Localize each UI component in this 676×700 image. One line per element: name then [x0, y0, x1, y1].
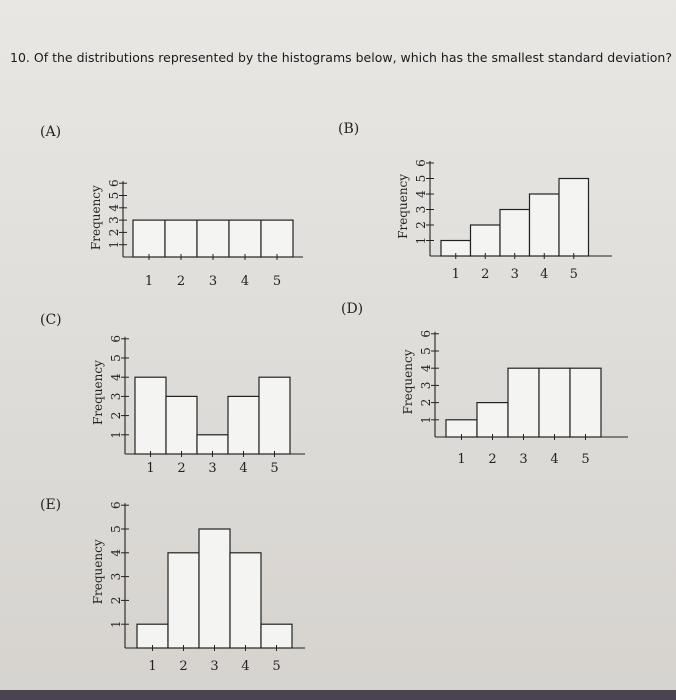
- x-tick-label-a: 3: [208, 274, 218, 289]
- bar-d-2: [477, 403, 508, 437]
- y-axis-label-e: Frequency: [91, 539, 105, 605]
- panel-label-d: (D): [341, 301, 364, 317]
- y-axis-label-a: Frequency: [89, 185, 103, 251]
- x-tick-label-b: 2: [481, 267, 490, 282]
- y-tick-label-b: 4: [414, 190, 428, 198]
- bar-e-2: [168, 553, 199, 648]
- x-tick-label-d: 2: [488, 452, 497, 467]
- x-tick-label-a: 1: [144, 274, 154, 289]
- bar-d-4: [539, 368, 570, 437]
- y-tick-label-d: 3: [419, 381, 433, 390]
- bar-d-5: [570, 368, 601, 437]
- histogram-e: [75, 500, 305, 675]
- x-tick-label-d: 1: [457, 452, 466, 467]
- y-tick-label-a: 1: [107, 240, 121, 249]
- y-tick-label-c: 5: [109, 354, 123, 362]
- bar-c-1: [135, 377, 166, 454]
- y-tick-label-e: 5: [109, 525, 123, 533]
- y-tick-label-d: 2: [419, 398, 433, 407]
- y-tick-label-c: 3: [109, 392, 123, 401]
- bar-e-4: [230, 553, 261, 648]
- y-tick-label-b: 3: [414, 205, 428, 214]
- y-tick-label-a: 2: [107, 228, 121, 237]
- question-number: 10.: [10, 50, 30, 65]
- y-tick-label-e: 6: [109, 501, 123, 510]
- x-tick-label-e: 1: [148, 659, 157, 674]
- bar-b-5: [559, 179, 589, 257]
- y-tick-label-d: 4: [419, 364, 433, 373]
- bar-a-3: [197, 220, 229, 257]
- x-tick-label-c: 5: [270, 461, 279, 476]
- y-tick-label-a: 3: [107, 216, 121, 224]
- bar-b-4: [530, 194, 560, 256]
- bar-a-2: [165, 220, 197, 257]
- y-tick-label-d: 1: [419, 415, 433, 424]
- y-axis-label-c: Frequency: [91, 360, 105, 426]
- y-tick-label-b: 5: [414, 174, 428, 183]
- y-tick-label-e: 2: [109, 596, 123, 605]
- y-tick-label-a: 6: [107, 179, 121, 188]
- y-tick-label-b: 2: [414, 221, 428, 229]
- x-tick-label-c: 1: [146, 461, 155, 476]
- bar-b-2: [471, 225, 501, 256]
- bar-e-3: [199, 529, 230, 648]
- histogram-a: [75, 130, 305, 290]
- panel-label-a: (A): [40, 124, 62, 140]
- x-tick-label-a: 4: [240, 274, 250, 289]
- bar-a-1: [133, 220, 165, 257]
- x-tick-label-e: 3: [210, 659, 219, 674]
- y-tick-label-e: 3: [109, 572, 123, 581]
- bar-a-4: [229, 220, 261, 257]
- x-tick-label-d: 4: [550, 452, 559, 467]
- y-tick-label-c: 2: [109, 411, 123, 420]
- y-tick-label-d: 6: [419, 329, 433, 338]
- bar-c-5: [259, 377, 290, 454]
- x-tick-label-b: 4: [540, 267, 549, 282]
- y-tick-label-a: 5: [107, 191, 121, 200]
- panel-label-c: (C): [40, 312, 62, 328]
- x-tick-label-c: 2: [177, 461, 186, 476]
- question-prompt: Of the distributions represented by the histograms below, which has the smallest standard deviation?: [33, 50, 672, 65]
- bar-e-1: [137, 624, 168, 648]
- histogram-b: [380, 118, 610, 283]
- bar-b-3: [500, 210, 530, 257]
- x-tick-label-a: 2: [176, 274, 186, 289]
- y-tick-label-c: 1: [109, 430, 123, 439]
- histogram-d: [385, 300, 635, 468]
- histogram-c: [75, 312, 305, 477]
- y-axis-label-b: Frequency: [396, 173, 410, 239]
- x-tick-label-d: 3: [519, 452, 528, 467]
- x-tick-label-b: 5: [569, 267, 578, 282]
- y-axis-label-d: Frequency: [401, 349, 415, 415]
- x-tick-label-e: 4: [241, 659, 250, 674]
- x-tick-label-a: 5: [272, 274, 282, 289]
- y-tick-label-a: 4: [107, 203, 121, 212]
- panel-label-b: (B): [338, 121, 360, 137]
- y-tick-label-c: 6: [109, 334, 123, 343]
- panel-label-e: (E): [40, 497, 62, 513]
- x-tick-label-d: 5: [581, 452, 590, 467]
- question-text: [10, 50, 670, 65]
- x-tick-label-b: 1: [451, 267, 460, 282]
- bar-c-2: [166, 396, 197, 454]
- x-tick-label-e: 2: [179, 659, 188, 674]
- y-tick-label-e: 4: [109, 548, 123, 557]
- x-tick-label-e: 5: [272, 659, 281, 674]
- bar-e-5: [261, 624, 292, 648]
- bar-a-5: [261, 220, 293, 257]
- bottom-edge: [0, 690, 676, 700]
- bar-d-3: [508, 368, 539, 437]
- y-tick-label-d: 5: [419, 347, 433, 355]
- x-tick-label-c: 4: [239, 461, 248, 476]
- y-tick-label-b: 1: [414, 236, 428, 245]
- x-tick-label-c: 3: [208, 461, 217, 476]
- y-tick-label-e: 1: [109, 620, 123, 629]
- y-tick-label-c: 4: [109, 373, 123, 382]
- y-tick-label-b: 6: [414, 159, 428, 167]
- bar-c-4: [228, 396, 259, 454]
- x-tick-label-b: 3: [510, 267, 519, 282]
